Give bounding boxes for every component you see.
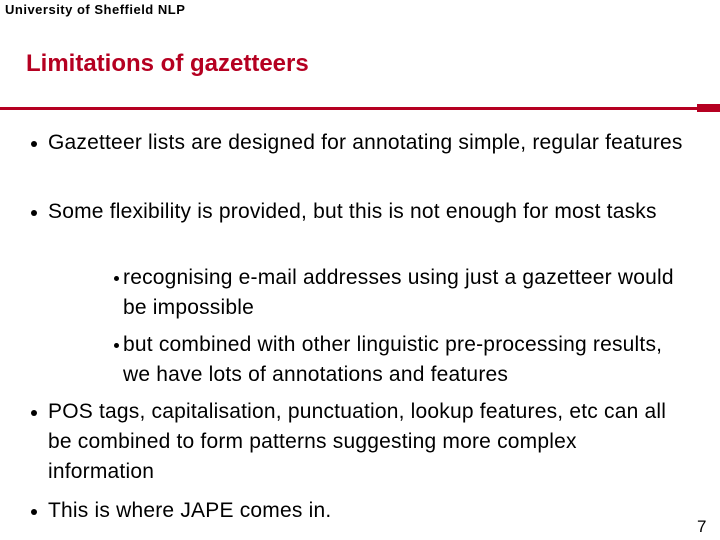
bullet-item	[48, 197, 688, 227]
sub-bullet-item	[123, 263, 693, 323]
sub-bullet-item	[123, 330, 693, 390]
header-org-label: University of Sheffield NLP	[5, 2, 186, 17]
bullet-text: This is where JAPE comes in.	[48, 499, 332, 522]
bullet-dot-icon	[31, 410, 37, 416]
bullet-text: Some flexibility is provided, but this is not enough for most tasks	[48, 200, 657, 223]
sub-bullet-text: recognising e-mail addresses using just a gazetteer would be impossible	[123, 266, 674, 319]
bullet-item	[48, 496, 688, 526]
sub-bullet-dot-icon	[114, 343, 119, 348]
page-number: 7	[697, 517, 707, 536]
sub-bullet-dot-icon	[114, 276, 119, 281]
sub-bullet-text: but combined with other linguistic pre-processing results, we have lots of annotations and features	[123, 333, 663, 386]
bullet-text: POS tags, capitalisation, punctuation, lookup features, etc can all be combined to form patterns suggesting more complex information	[48, 400, 667, 483]
bullet-item	[48, 397, 688, 487]
bullet-text: Gazetteer lists are designed for annotating simple, regular features	[48, 131, 683, 154]
bullet-dot-icon	[31, 141, 37, 147]
bullet-dot-icon	[31, 509, 37, 515]
slide-title: Limitations of gazetteers	[26, 50, 309, 77]
bullet-dot-icon	[31, 210, 37, 216]
bullet-item	[48, 128, 688, 158]
